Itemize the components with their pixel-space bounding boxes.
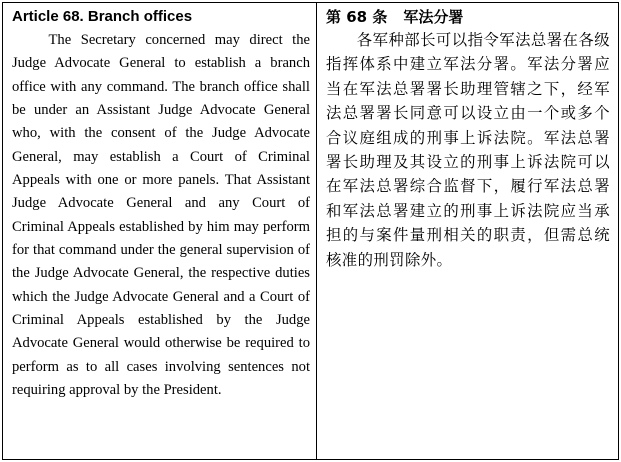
- chinese-article-heading: [326, 7, 610, 27]
- english-article-body: The Secretary concerned may direct the Judge Advocate General to establish a branch office with any command. The branch office shall be under an Assistant Judge Advocate General who, with the consent of the Judge Advocate General, may establish a Court of Criminal Appeals with one or more panels. That Assistant Judge Advocate General and any Court of Criminal Appeals established by him may perform for that command under the general supervision of the Judge Advocate General, the respective duties which the Judge Advocate General and a Court of Criminal Appeals established by the Judge Advocate General would otherwise be required to perform as to all cases involving sentences not requiring approval by the President.: [12, 32, 310, 399]
- chinese-article-title: 军法分署: [403, 8, 464, 26]
- chinese-article-body: 各军种部长可以指令军法总署在各级指挥体系中建立军法分署。军法分署应当在军法总署署长助理管辖之下，经军法总署署长同意可以设立由一个或多个合议庭组成的刑事上诉法院。军法总署署长助理及其设立的刑事上诉法院可以在军法总署综合监督下，履行军法总署和军法总署建立的刑事上诉法院应当承担的与案件量刑相关的职责，但需总统核准的刑罚除外。: [326, 31, 610, 269]
- chinese-article-number: 第 68 条: [326, 8, 388, 26]
- english-article-title: Article 68. Branch offices: [12, 8, 193, 25]
- chinese-column: [317, 3, 618, 459]
- bilingual-article-table: [2, 2, 619, 460]
- english-column: [3, 3, 317, 459]
